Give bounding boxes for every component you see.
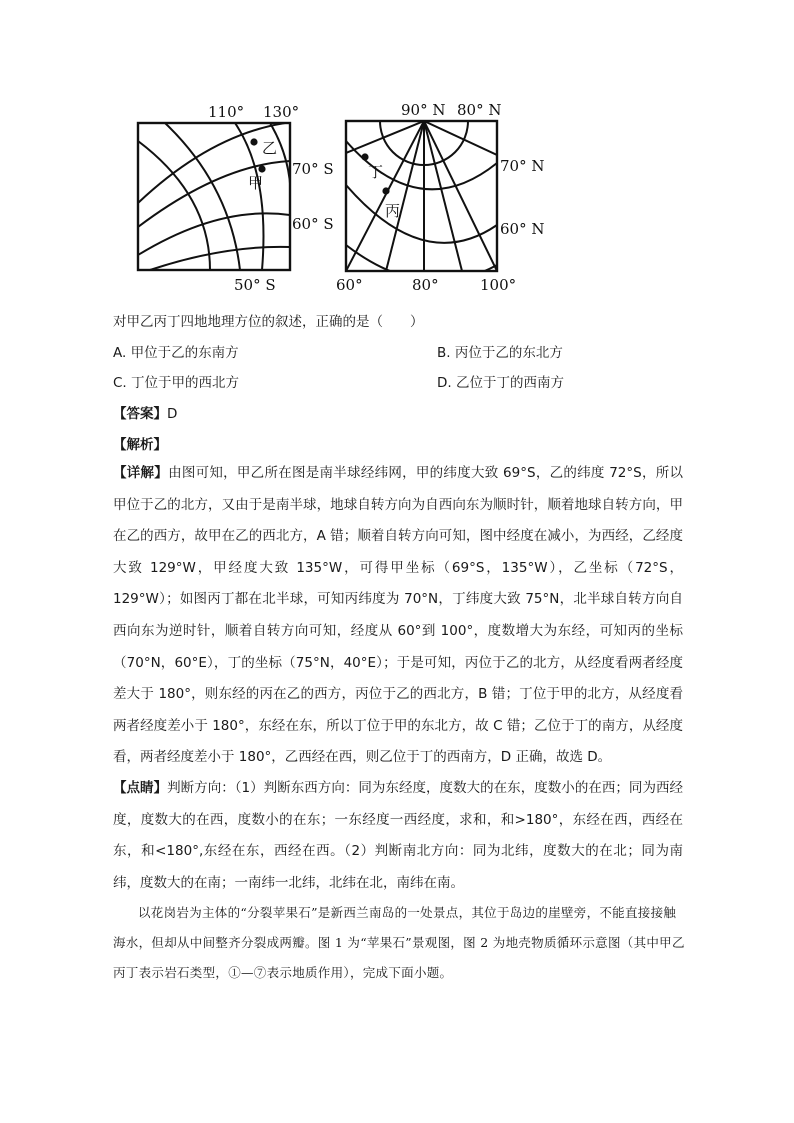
map2-bottom-label-100: 100° <box>480 276 517 294</box>
map1-right-label-60s: 60° S <box>292 215 334 233</box>
map2-label-bing: 丙 <box>385 202 401 220</box>
map2-point-ding <box>361 153 368 160</box>
detail-text: 由图可知，甲乙所在图是南半球经纬网，甲的纬度大致 69°S，乙的纬度 72°S，所以甲位于乙的北方，又由于是南半球，地球自转方向为自西向东为顺时针，顺着地球自转方向，甲在乙的西方，故甲在乙的西北方，A 错；顺着自转方向可知，图中经度在减小，为西经，乙经度大致 129°W，甲经度大致 135°W，可得甲坐标（69°S，135°W），乙坐标（72°S，129°W）；如图丙丁都在北半球，可知丙纬度为 70°N，丁纬度大致 75°N，北半球自转方向自西向东为逆时针，顺着自转方向可知，经度从 60°到 100°，度数增大为东经，可知丙的坐标（70°N，60°E），丁的坐标（75°N，40°E）；于是可知，丙位于乙的北方，从经度看两者经度差大于 180°，则东经的丙在乙的西方，丙位于乙的西北方，B 错；丁位于甲的北方，从经度看两者经度差小于 180°，东经在东，所以丁位于甲的东北方，故 C 错；乙位于丁的南方，从经度看，两者经度差小于 180°，乙西经在西，则乙位于丁的西南方，D 正确，故选 D。 <box>113 465 684 766</box>
map2-parallel <box>346 185 497 243</box>
map2 <box>336 101 544 294</box>
map1-top-label-130: 130° <box>263 103 300 121</box>
answer-tag: 【答案】 <box>113 406 167 422</box>
map1-grid-line <box>138 213 290 255</box>
map2-meridian <box>424 121 497 271</box>
tip-paragraph <box>113 773 683 899</box>
map1-grid-line <box>138 141 210 270</box>
map1-grid-line <box>150 247 290 270</box>
reading-passage: 以花岗岩为主体的“分裂苹果石”是新西兰南岛的一处景点，其位于岛边的崖壁旁，不能直接接触海水，但却从中间整齐分裂成两瓣。图 1 为“苹果石”景观图，图 2 为地壳物质循环示意图（其中甲乙丙丁表示岩石类型，①—⑦表示地质作用），完成下面小题。 <box>113 905 685 980</box>
tip-tag: 【点睛】 <box>113 780 168 796</box>
analysis-tag <box>113 436 167 455</box>
map1-point-jia <box>258 165 265 172</box>
question-stem: 对甲乙丙丁四地地理方位的叙述，正确的是（ ） <box>113 314 424 330</box>
maps-svg <box>0 95 794 300</box>
option-a: A. 甲位于乙的东南方 <box>113 345 239 361</box>
map1-right-label-70s: 70° S <box>292 160 334 178</box>
map2-right-label-70n: 70° N <box>500 157 545 175</box>
map1-top-label-110: 110° <box>208 103 245 121</box>
detail-tag: 【详解】 <box>113 465 169 481</box>
map1-point-yi <box>250 138 257 145</box>
map2-meridian <box>424 121 462 271</box>
analysis-tag-text: 【解析】 <box>113 437 167 453</box>
option-d: D. 乙位于丁的西南方 <box>437 375 564 391</box>
answer-line <box>113 405 177 424</box>
map1-bottom-label-50s: 50° S <box>234 276 276 294</box>
map2-meridian <box>386 121 424 271</box>
answer-value: D <box>167 406 178 422</box>
map2-point-bing <box>382 187 389 194</box>
map2-right-label-60n: 60° N <box>500 220 545 238</box>
map2-label-ding: 丁 <box>368 163 384 181</box>
map2-bottom-label-60: 60° <box>336 276 363 294</box>
map2-bottom-label-80: 80° <box>412 276 439 294</box>
option-b: B. 丙位于乙的东北方 <box>437 345 563 361</box>
option-c: C. 丁位于甲的西北方 <box>113 375 240 391</box>
map1-label-jia: 甲 <box>248 174 264 192</box>
map2-meridian <box>424 121 497 155</box>
map1-grid-line <box>270 123 291 215</box>
map2-top-label-80n: 80° N <box>457 101 502 119</box>
tip-text: 判断方向：（1）判断东西方向：同为东经度，度数大的在东，度数小的在西；同为西经度，度数大的在西，度数小的在东；一东经度一西经度，求和，和>180°，东经在西，西经在东，和<180°,东经在东，西经在西。（2）判断南北方向：同为北纬，度数大的在北；同为南纬，度数大的在南；一南纬一北纬，北纬在北，南纬在南。 <box>113 780 684 891</box>
map1 <box>138 103 334 294</box>
coordinate-maps <box>0 95 794 300</box>
map1-label-yi: 乙 <box>262 139 278 157</box>
map1-grid-line <box>165 123 240 270</box>
map1-grid-line <box>138 161 290 227</box>
map2-meridian <box>346 121 424 153</box>
detail-paragraph <box>113 458 683 774</box>
map2-top-label-90n: 90° N <box>401 101 446 119</box>
